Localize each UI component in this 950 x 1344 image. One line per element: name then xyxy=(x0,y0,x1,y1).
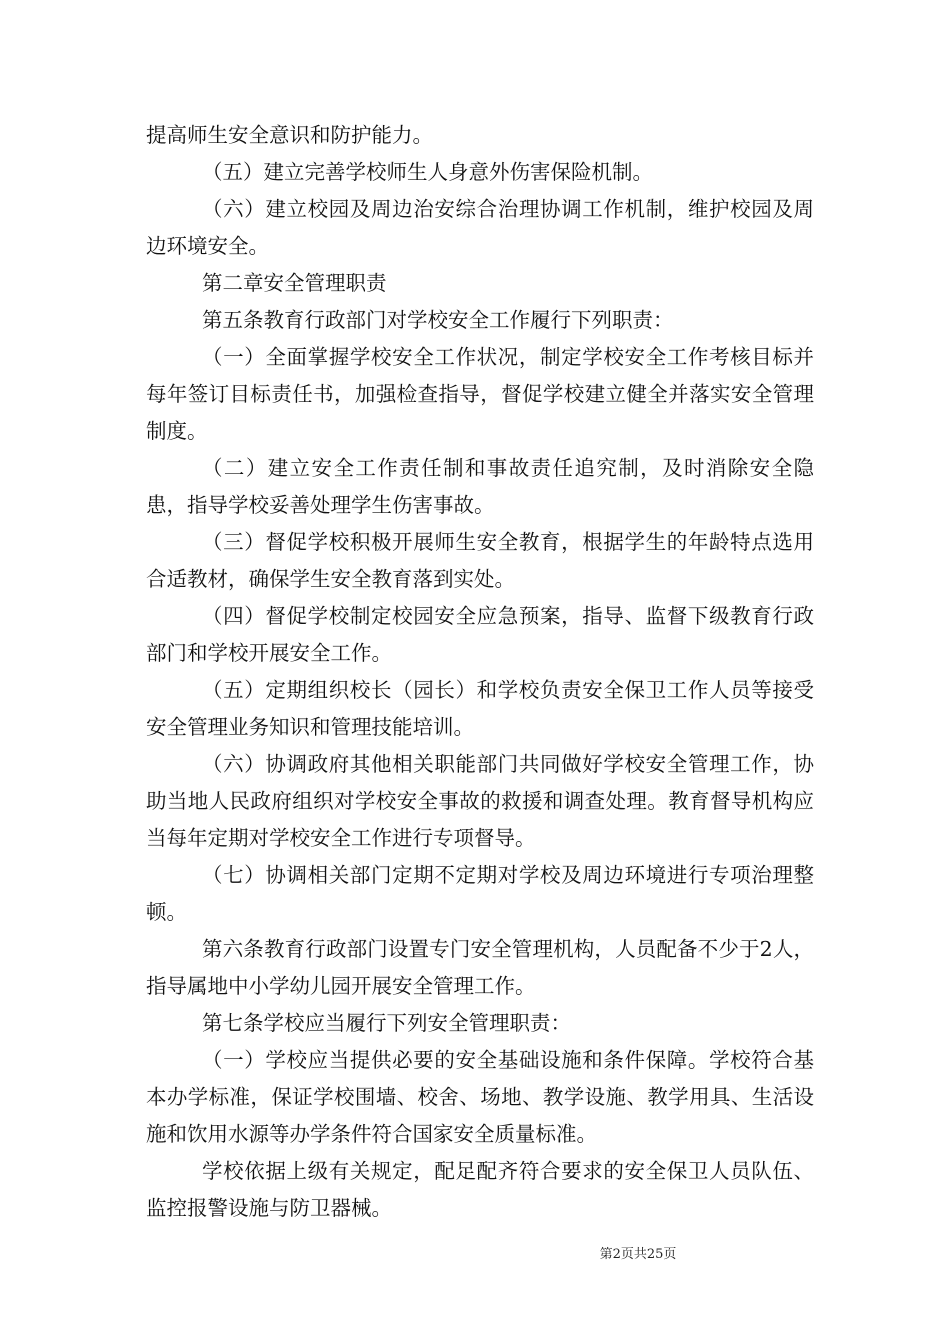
paragraph-10: （五）定期组织校长（园长）和学校负责安全保卫工作人员等接受安全管理业务知识和管理技能培训。 xyxy=(146,678,814,739)
paragraph-9: （四）督促学校制定校园安全应急预案，指导、监督下级教育行政部门和学校开展安全工作。 xyxy=(146,604,814,665)
article-6: 第六条教育行政部门设置专门安全管理机构，人员配备不少于2人，指导属地中小学幼儿园开展安全管理工作。 xyxy=(146,937,814,998)
paragraph-2: （五）建立完善学校师生人身意外伤害保险机制。 xyxy=(202,160,653,184)
paragraph-12: （七）协调相关部门定期不定期对学校及周边环境进行专项治理整顿。 xyxy=(146,863,814,924)
footer-suffix: 页 xyxy=(663,1247,677,1262)
paragraph-7: （二）建立安全工作责任制和事故责任追究制，及时消除安全隐患，指导学校妥善处理学生伤害事故。 xyxy=(146,456,814,517)
paragraph-11: （六）协调政府其他相关职能部门共同做好学校安全管理工作，协助当地人民政府组织对学校安全事故的救援和调查处理。教育督导机构应当每年定期对学校安全工作进行专项督导。 xyxy=(146,752,814,850)
total-pages-number: 25 xyxy=(646,1247,664,1262)
page-number-label xyxy=(600,1246,677,1264)
current-page-number: 2 xyxy=(612,1247,621,1262)
paragraph-3: （六）建立校园及周边治安综合治理协调工作机制，维护校园及周边环境安全。 xyxy=(146,197,814,258)
footer-prefix: 第 xyxy=(599,1247,613,1262)
paragraph-16: 学校依据上级有关规定，配足配齐符合要求的安全保卫人员队伍、监控报警设施与防卫器械。 xyxy=(146,1159,814,1220)
paragraph-8: （三）督促学校积极开展师生安全教育，根据学生的年龄特点选用合适教材，确保学生安全教育落到实处。 xyxy=(146,530,814,591)
document-body xyxy=(146,117,814,1227)
chapter-heading: 第二章安全管理职责 xyxy=(202,271,387,295)
footer-middle: 页共 xyxy=(620,1247,647,1262)
paragraph-1: 提高师生安全意识和防护能力。 xyxy=(146,123,433,147)
article-5-heading: 第五条教育行政部门对学校安全工作履行下列职责： xyxy=(202,308,674,332)
article-7-heading: 第七条学校应当履行下列安全管理职责： xyxy=(202,1011,571,1035)
paragraph-6: （一）全面掌握学校安全工作状况，制定学校安全工作考核目标并每年签订目标责任书，加强检查指导，督促学校建立健全并落实安全管理制度。 xyxy=(146,345,814,443)
paragraph-15: （一）学校应当提供必要的安全基础设施和条件保障。学校符合基本办学标准，保证学校围墙、校舍、场地、教学设施、教学用具、生活设施和饮用水源等办学条件符合国家安全质量标准。 xyxy=(146,1048,814,1146)
page-footer xyxy=(0,1246,950,1264)
